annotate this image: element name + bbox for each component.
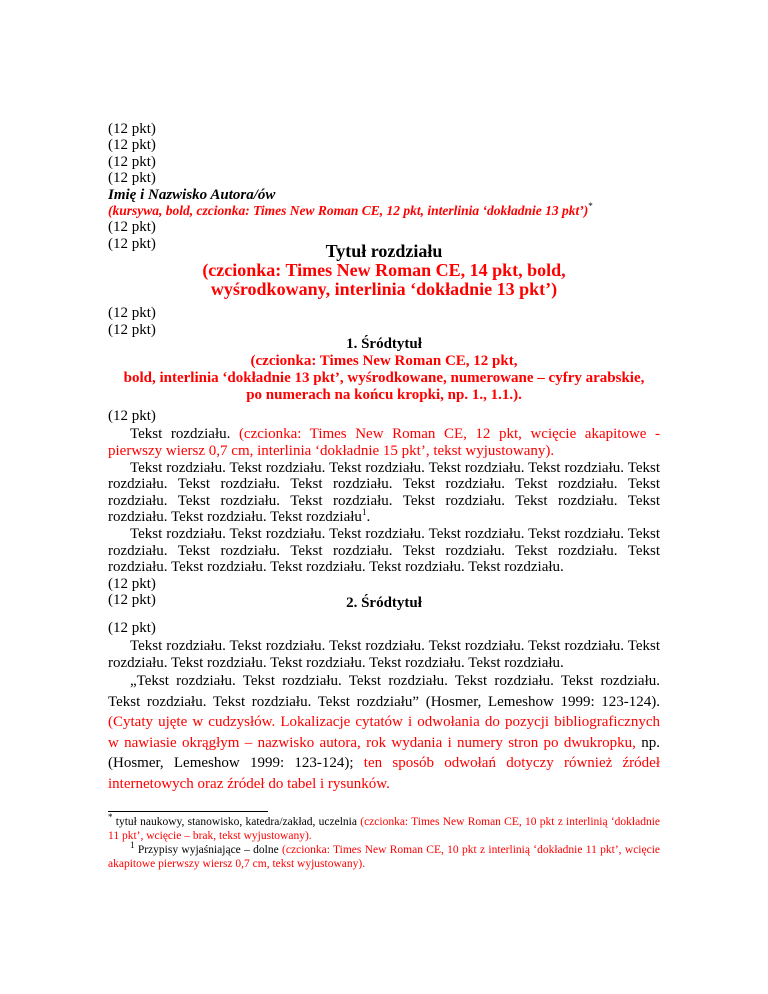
paragraph xyxy=(108,638,660,671)
paragraph xyxy=(108,526,660,576)
quote-text: „Tekst rozdziału. Tekst rozdziału. Tekst rozdziału. Tekst rozdziału. Tekst rozdziału. Tekst rozdziału. Tekst rozdziału. Tekst rozdziału” (Hosmer, Lemeshow 1999: 123-124). xyxy=(108,673,660,710)
paragraph xyxy=(108,426,660,459)
chapter-title: Tytuł rozdziału xyxy=(325,241,443,262)
quote-note-2: ten sposób odwołań dotyczy również źródeł internetowych oraz źródeł do tabel i rysunków. xyxy=(108,755,660,792)
footnote-1-note: (czcionka: Times New Roman CE, 10 pkt z interlinią ‘dokładnie 11 pkt’, wcięcie – brak, tekst wyjustowany). xyxy=(108,816,660,843)
quote-example: np. (Hosmer, Lemeshow 1999: 123-124); xyxy=(108,734,660,772)
footnote-2-text: Przypisy wyjaśniające – dolne xyxy=(134,843,283,856)
spacer-line: (12 pkt) xyxy=(108,137,156,154)
section-1-heading: 1. Śródtytuł xyxy=(346,336,422,353)
footnote-1-text: tytuł naukowy, stanowisko, katedra/zakład, uczelnia xyxy=(112,816,361,829)
spacer-line: (12 pkt) xyxy=(108,592,156,609)
author-name-text: Imię i Nazwisko Autora/ów xyxy=(108,186,276,203)
section-1-note-2: bold, interlinia ‘dokładnie 13 pkt’, wyśrodkowane, numerowane – cyfry arabskie, xyxy=(123,370,645,387)
spacer-line: (12 pkt) xyxy=(108,153,156,170)
spacer-line: (12 pkt) xyxy=(108,121,156,137)
footnote-1 xyxy=(108,812,660,844)
author-name xyxy=(108,187,660,203)
author-footnote-marker: * xyxy=(588,201,593,212)
paragraph-note: (czcionka: Times New Roman CE, 12 pkt, wcięcie akapitowe - pierwszy wiersz 0,7 cm, interlinia ‘dokładnie 15 pkt’, tekst wyjustowany). xyxy=(108,426,660,460)
quote-note-1: (Cytaty ujęte w cudzysłów. Lokalizacje cytatów i odwołania do pozycji bibliograficznych w nawiasie okrągłym – nazwisko autora, rok wydania i numery stron po dwukropku, xyxy=(108,714,660,751)
paragraph-end: . xyxy=(366,509,371,526)
spacer-line: (12 pkt) xyxy=(108,408,156,425)
spacer-line: (12 pkt) xyxy=(108,305,156,322)
author-note xyxy=(108,203,660,219)
footnote-marker: 1 xyxy=(361,507,367,518)
paragraph-text: Tekst rozdziału. xyxy=(130,426,239,443)
document-page xyxy=(108,121,660,871)
section-2-heading: 2. Śródtytuł xyxy=(346,594,422,611)
header-spacers xyxy=(108,121,660,187)
footnote-1-marker: * xyxy=(108,812,113,823)
chapter-title-block xyxy=(108,242,660,299)
footnote-2-note: (czcionka: Times New Roman CE, 10 pkt z interlinią ‘dokładnie 11 pkt’, wcięcie akapitowe pierwszy wiersz 0,7 cm, tekst wyjustowany). xyxy=(108,843,660,870)
section-1-note-3: po numerach na końcu kropki, np. 1., 1.1.). xyxy=(246,387,522,404)
spacer-line: (12 pkt) xyxy=(108,170,156,187)
chapter-title-note-1: (czcionka: Times New Roman CE, 14 pkt, bold, xyxy=(202,260,566,281)
paragraph xyxy=(108,460,660,526)
paragraph-text: Tekst rozdziału. Tekst rozdziału. Tekst rozdziału. Tekst rozdziału. Tekst rozdziału. Tekst rozdziału. Tekst rozdziału. Tekst rozdziału. Tekst rozdziału. Tekst rozdziału. xyxy=(108,638,660,671)
quote-paragraph xyxy=(108,671,660,794)
author-note-text: (kursywa, bold, czcionka: Times New Roman CE, 12 pkt, interlinia ‘dokładnie 13 pkt’) xyxy=(108,203,589,219)
paragraph-text: Tekst rozdziału. Tekst rozdziału. Tekst rozdziału. Tekst rozdziału. Tekst rozdziału. Tekst rozdziału. Tekst rozdziału. Tekst rozdziału. Tekst rozdziału. Tekst rozdziału. Tekst rozdziału. Tekst rozdziału. Tekst rozdziału. Tekst rozdziału. Tekst rozdziału. Tekst rozdziału. Tekst rozdziału. Tekst rozdziału xyxy=(108,459,660,526)
footnote-2 xyxy=(108,839,660,872)
spacer-line: (12 pkt) xyxy=(108,219,156,236)
spacer-line: (12 pkt) xyxy=(108,321,156,338)
footnote-separator xyxy=(108,811,268,812)
spacer-line: (12 pkt) xyxy=(108,235,156,252)
chapter-title-note-2: wyśrodkowany, interlinia ‘dokładnie 13 pkt’) xyxy=(210,279,558,300)
footnote-2-marker: 1 xyxy=(130,839,135,850)
spacer-line: (12 pkt) xyxy=(108,575,156,592)
paragraph-text: Tekst rozdziału. Tekst rozdziału. Tekst rozdziału. Tekst rozdziału. Tekst rozdziału. Tekst rozdziału. Tekst rozdziału. Tekst rozdziału. Tekst rozdziału. Tekst rozdziału. Tekst rozdziału. Tekst rozdziału. Tekst rozdziału. Tekst rozdziału. Tekst rozdziału. xyxy=(108,526,660,576)
spacer-line: (12 pkt) xyxy=(108,619,156,636)
section-1-note-1: (czcionka: Times New Roman CE, 12 pkt, xyxy=(250,353,518,370)
